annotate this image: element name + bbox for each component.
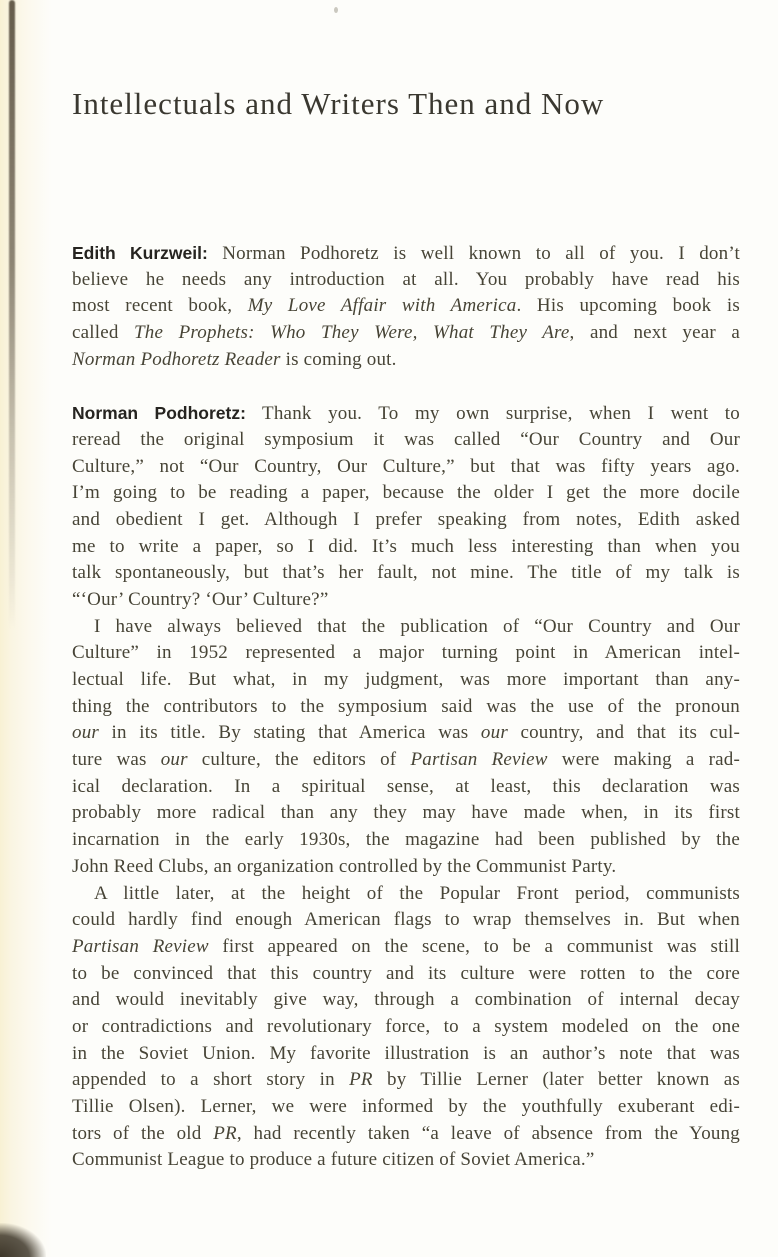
text-line	[72, 961, 740, 988]
text-run: Culture” in 1952 represented a major turning point in American intel-	[72, 642, 740, 664]
text-run: were making a rad-	[547, 749, 740, 771]
text-run: believe he needs any introduction at all. You probably have read his	[72, 268, 740, 290]
text-line	[72, 1121, 740, 1148]
text-line	[72, 400, 740, 427]
text-run: I have always believed that the publication of “Our Country and Our	[94, 615, 740, 637]
text-run: Norman Podhoretz is well known to all of you. I don’t	[207, 243, 740, 264]
text-run: most recent book,	[72, 295, 248, 317]
text-run: John Reed Clubs, an organization controlled by the Communist Party.	[72, 855, 617, 877]
text-line	[72, 747, 740, 774]
text-run: PR	[349, 1069, 373, 1091]
text-line	[72, 667, 740, 694]
text-run: in its title. By stating that America was	[99, 722, 481, 744]
text-run: first appeared on the scene, to be a communist was still	[208, 935, 741, 957]
text-run: Thank you. To my own surprise, when I went to	[245, 403, 740, 425]
paragraph	[72, 614, 740, 881]
text-run: thing the contributors to the symposium said was the use of the pronoun	[72, 695, 740, 717]
text-run: and obedient I get. Although I prefer speaking from notes, Edith asked	[72, 508, 740, 530]
text-run: by Tillie Lerner (later better known as	[372, 1069, 740, 1091]
text-run: talk spontaneously, but that’s her fault, not mine. The title of my talk is	[72, 562, 740, 584]
text-run: lectual life. But what, in my judgment, was more important than any-	[72, 669, 740, 690]
text-run: and would inevitably give way, through a combination of internal decay	[72, 989, 740, 1011]
text-line	[72, 720, 740, 747]
text-run: is coming out.	[280, 348, 397, 370]
text-line	[72, 293, 740, 320]
text-run: incarnation in the early 1930s, the magazine had been published by the	[72, 829, 740, 851]
text-line	[72, 1147, 740, 1174]
text-run: our	[160, 749, 188, 771]
text-line	[72, 1094, 740, 1121]
text-line	[72, 640, 740, 667]
text-line	[72, 507, 740, 534]
speaker-name: Edith Kurzweil:	[72, 243, 208, 263]
text-run: could hardly find enough American flags to wrap themselves in. But when	[72, 909, 740, 931]
text-run: tors of the old	[72, 1122, 214, 1144]
text-run: My Love Affair with America	[247, 295, 517, 317]
text-line	[72, 267, 740, 294]
text-run: Tillie Olsen). Lerner, we were informed by the youthfully exuberant edi-	[72, 1096, 740, 1117]
text-line	[72, 1067, 740, 1094]
text-run: country, and that its cul-	[507, 722, 740, 744]
text-run: A little later, at the height of the Popular Front period, communists	[94, 882, 740, 904]
text-line	[72, 774, 740, 801]
text-run: Communist League to produce a future citizen of Soviet America.”	[72, 1149, 595, 1171]
text-line	[72, 320, 740, 347]
speaker-name: Norman Podhoretz:	[72, 403, 246, 424]
text-line	[72, 827, 740, 854]
text-line	[72, 934, 740, 961]
text-run: I’m going to be reading a paper, because the older I get the more docile	[72, 482, 740, 504]
text-run: “‘Our’ Country? ‘Our’ Culture?”	[72, 588, 329, 610]
text-run: to be convinced that this country and its culture were rotten to the core	[72, 962, 740, 984]
text-run: , had recently taken “a leave of absence from the Young	[236, 1122, 740, 1144]
text-line	[72, 427, 740, 454]
text-line	[72, 480, 740, 507]
text-run: . His upcoming book is	[516, 295, 740, 317]
paragraph	[72, 240, 740, 373]
text-run: me to write a paper, so I did. It’s much less interesting than when you	[72, 535, 740, 557]
text-run: ture was	[72, 749, 161, 771]
text-line	[72, 587, 740, 614]
text-run: , and next year a	[569, 322, 741, 344]
spine-shadow-line	[9, 0, 15, 630]
body-text	[72, 240, 740, 1174]
text-line	[72, 1014, 740, 1041]
text-run: reread the original symposium it was called “Our Country and Our	[72, 428, 740, 450]
page-title: Intellectuals and Writers Then and Now	[72, 86, 605, 121]
text-line	[72, 454, 740, 481]
text-line	[72, 614, 740, 641]
text-line	[72, 1041, 740, 1068]
text-run: Culture,” not “Our Country, Our Culture,” but that was fifty years ago.	[72, 455, 740, 477]
text-run: PR	[213, 1122, 237, 1144]
paragraph	[72, 881, 740, 1175]
text-run: Partisan Review	[410, 749, 548, 771]
page-corner-shadow	[0, 1223, 46, 1257]
text-run: The Prophets: Who They Were, What They Are	[134, 322, 570, 344]
text-line	[72, 907, 740, 934]
text-run: our	[480, 722, 508, 744]
page-gutter-tint	[0, 0, 52, 1257]
text-run: appended to a short story in	[72, 1069, 350, 1091]
text-line	[72, 987, 740, 1014]
text-line	[72, 240, 740, 267]
text-line	[72, 347, 740, 374]
text-line	[72, 881, 740, 908]
text-run: Norman Podhoretz Reader	[72, 348, 281, 370]
text-run: ical declaration. In a spiritual sense, at least, this declaration was	[72, 775, 740, 797]
paragraph	[72, 400, 740, 614]
text-run: probably more radical than any they may have made when, in its first	[72, 802, 740, 824]
text-run: called	[72, 322, 135, 344]
text-line	[72, 560, 740, 587]
text-line	[72, 800, 740, 827]
text-run: Partisan Review	[72, 935, 209, 957]
text-line	[72, 854, 740, 881]
text-line	[72, 694, 740, 721]
text-line	[72, 534, 740, 561]
text-run: our	[72, 722, 99, 744]
text-run: in the Soviet Union. My favorite illustration is an author’s note that was	[72, 1042, 740, 1064]
scan-speck	[334, 7, 338, 13]
text-run: culture, the editors of	[187, 749, 411, 771]
text-run: or contradictions and revolutionary force, to a system modeled on the one	[72, 1015, 740, 1037]
